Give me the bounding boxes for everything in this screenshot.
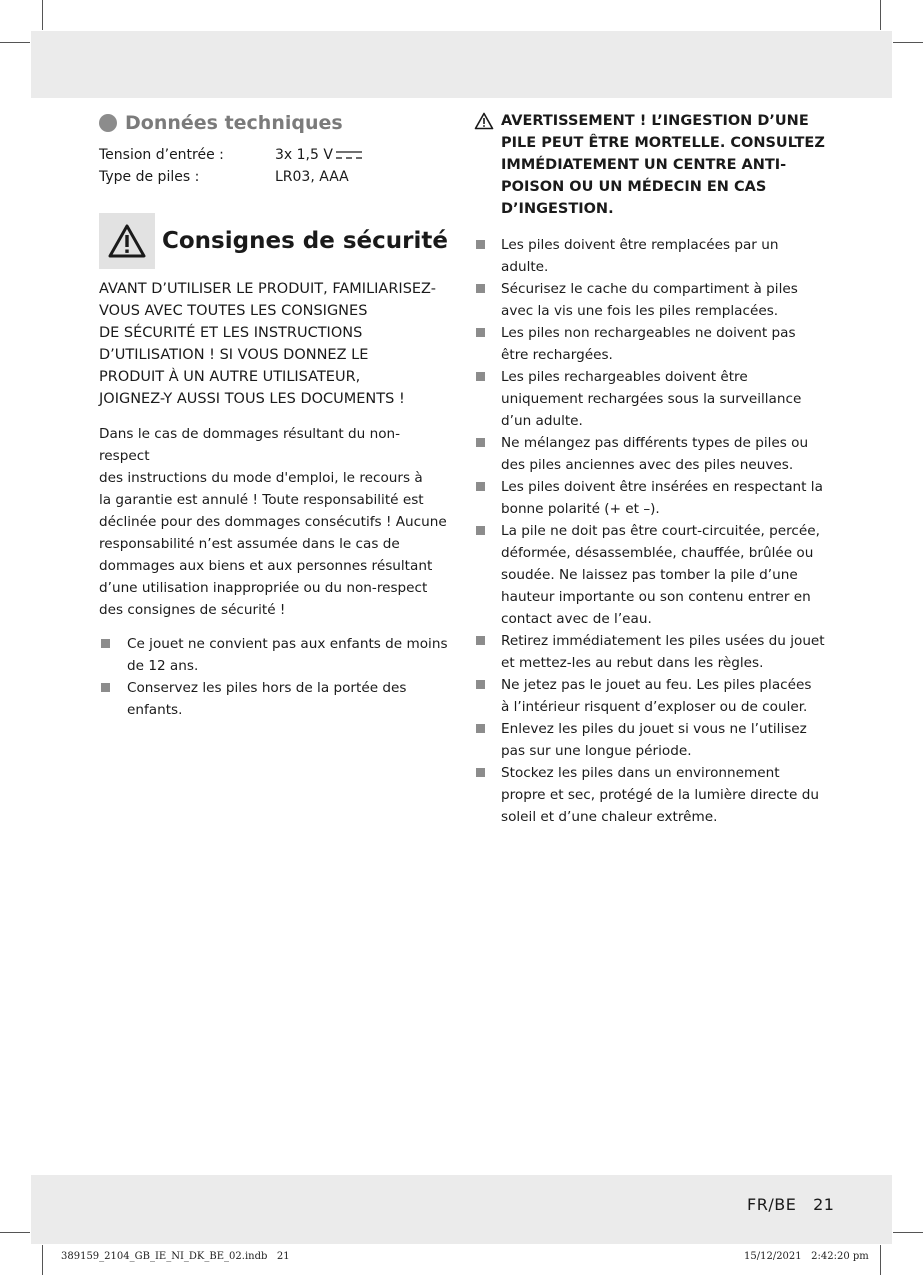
print-footer-file: 389159_2104_GB_IE_NI_DK_BE_02.indb 21 <box>61 1251 290 1262</box>
spec-value: LR03, AAA <box>275 169 349 185</box>
list-item: Les piles rechargeables doivent être uniquement rechargées sous la surveillance d’un adulte. <box>474 366 826 432</box>
left-column <box>99 110 449 721</box>
spec-value: 3x 1,5 V <box>275 144 363 166</box>
battery-bullet-list <box>474 234 826 828</box>
safety-bullet-list <box>99 633 449 721</box>
spec-row <box>99 166 449 188</box>
list-item: La pile ne doit pas être court-circuitée, percée, déformée, désassemblée, chauffée, brûlée ou soudée. Ne laissez pas tomber la pile d’une hauteur importante ou son contenu entrer en contact avec de l’eau. <box>474 520 826 630</box>
list-item: Stockez les piles dans un environnement propre et sec, protégé de la lumière directe du soleil et d’une chaleur extrême. <box>474 762 826 828</box>
page-locale: FR/BE <box>747 1195 797 1214</box>
crop-mark <box>42 0 43 30</box>
warning-triangle-icon <box>107 223 147 259</box>
list-item: Ne mélangez pas différents types de piles ou des piles anciennes avec des piles neuves. <box>474 432 826 476</box>
crop-mark <box>893 42 923 43</box>
tech-data-heading <box>99 112 449 134</box>
tech-data-title: Données techniques <box>125 112 343 134</box>
list-item: Conservez les piles hors de la portée des enfants. <box>99 677 449 721</box>
page-number-value: 21 <box>813 1195 835 1214</box>
list-item: Retirez immédiatement les piles usées du jouet et mettez-les au rebut dans les règles. <box>474 630 826 674</box>
spec-row <box>99 144 449 166</box>
liability-paragraph: Dans le cas de dommages résultant du non-respect des instructions du mode d'emploi, le recours à la garantie est annulé ! Toute responsabilité est déclinée pour des dommages consécutifs ! Aucune responsabilité n’est assumée dans le cas de dommages aux biens et aux personnes résultant d’une utilisation inappropriée ou du non-respect des consignes de sécurité ! <box>99 426 447 618</box>
dc-current-symbol-icon <box>335 150 363 160</box>
safety-caps-notice: AVANT D’UTILISER LE PRODUIT, FAMILIARISEZ- VOUS AVEC TOUTES LES CONSIGNES DE SÉCURITÉ ET LES INSTRUCTIONS D’UTILISATION ! SI VOUS DONNEZ LE PRODUIT À UN AUTRE UTILISATEUR, JOIGNEZ-Y AUSSI TOUS LES DOCUMENTS ! <box>99 281 436 407</box>
warning-triangle-icon <box>474 110 501 220</box>
battery-warning <box>474 110 826 220</box>
list-item: Les piles doivent être remplacées par un adulte. <box>474 234 826 278</box>
crop-mark <box>880 0 881 30</box>
crop-mark <box>880 1245 881 1275</box>
print-footer-timestamp: 15/12/2021 2:42:20 pm <box>744 1251 869 1262</box>
list-item: Ne jetez pas le jouet au feu. Les piles placées à l’intérieur risquent d’exploser ou de couler. <box>474 674 826 718</box>
spec-label: Tension d’entrée : <box>99 147 224 163</box>
safety-title: Consignes de sécurité <box>162 228 448 254</box>
list-item: Les piles non rechargeables ne doivent pas être rechargées. <box>474 322 826 366</box>
crop-mark <box>893 1232 923 1233</box>
warning-text: AVERTISSEMENT ! L’INGESTION D’UNE PILE PEUT ÊTRE MORTELLE. CONSULTEZ IMMÉDIATEMENT UN CENTRE ANTI- POISON OU UN MÉDECIN EN CAS D’INGESTION. <box>501 113 825 217</box>
right-column <box>474 110 826 828</box>
spec-label: Type de piles : <box>99 169 200 185</box>
bullet-dot-icon <box>99 114 117 132</box>
list-item: Ce jouet ne convient pas aux enfants de moins de 12 ans. <box>99 633 449 677</box>
list-item: Sécurisez le cache du compartiment à piles avec la vis une fois les piles remplacées. <box>474 278 826 322</box>
crop-mark <box>42 1245 43 1275</box>
safety-heading <box>99 213 449 269</box>
warning-box <box>99 213 155 269</box>
page-number <box>747 1195 834 1214</box>
header-band <box>31 31 892 98</box>
crop-mark <box>0 42 30 43</box>
crop-mark <box>0 1232 30 1233</box>
list-item: Les piles doivent être insérées en respectant la bonne polarité (+ et –). <box>474 476 826 520</box>
list-item: Enlevez les piles du jouet si vous ne l’utilisez pas sur une longue période. <box>474 718 826 762</box>
